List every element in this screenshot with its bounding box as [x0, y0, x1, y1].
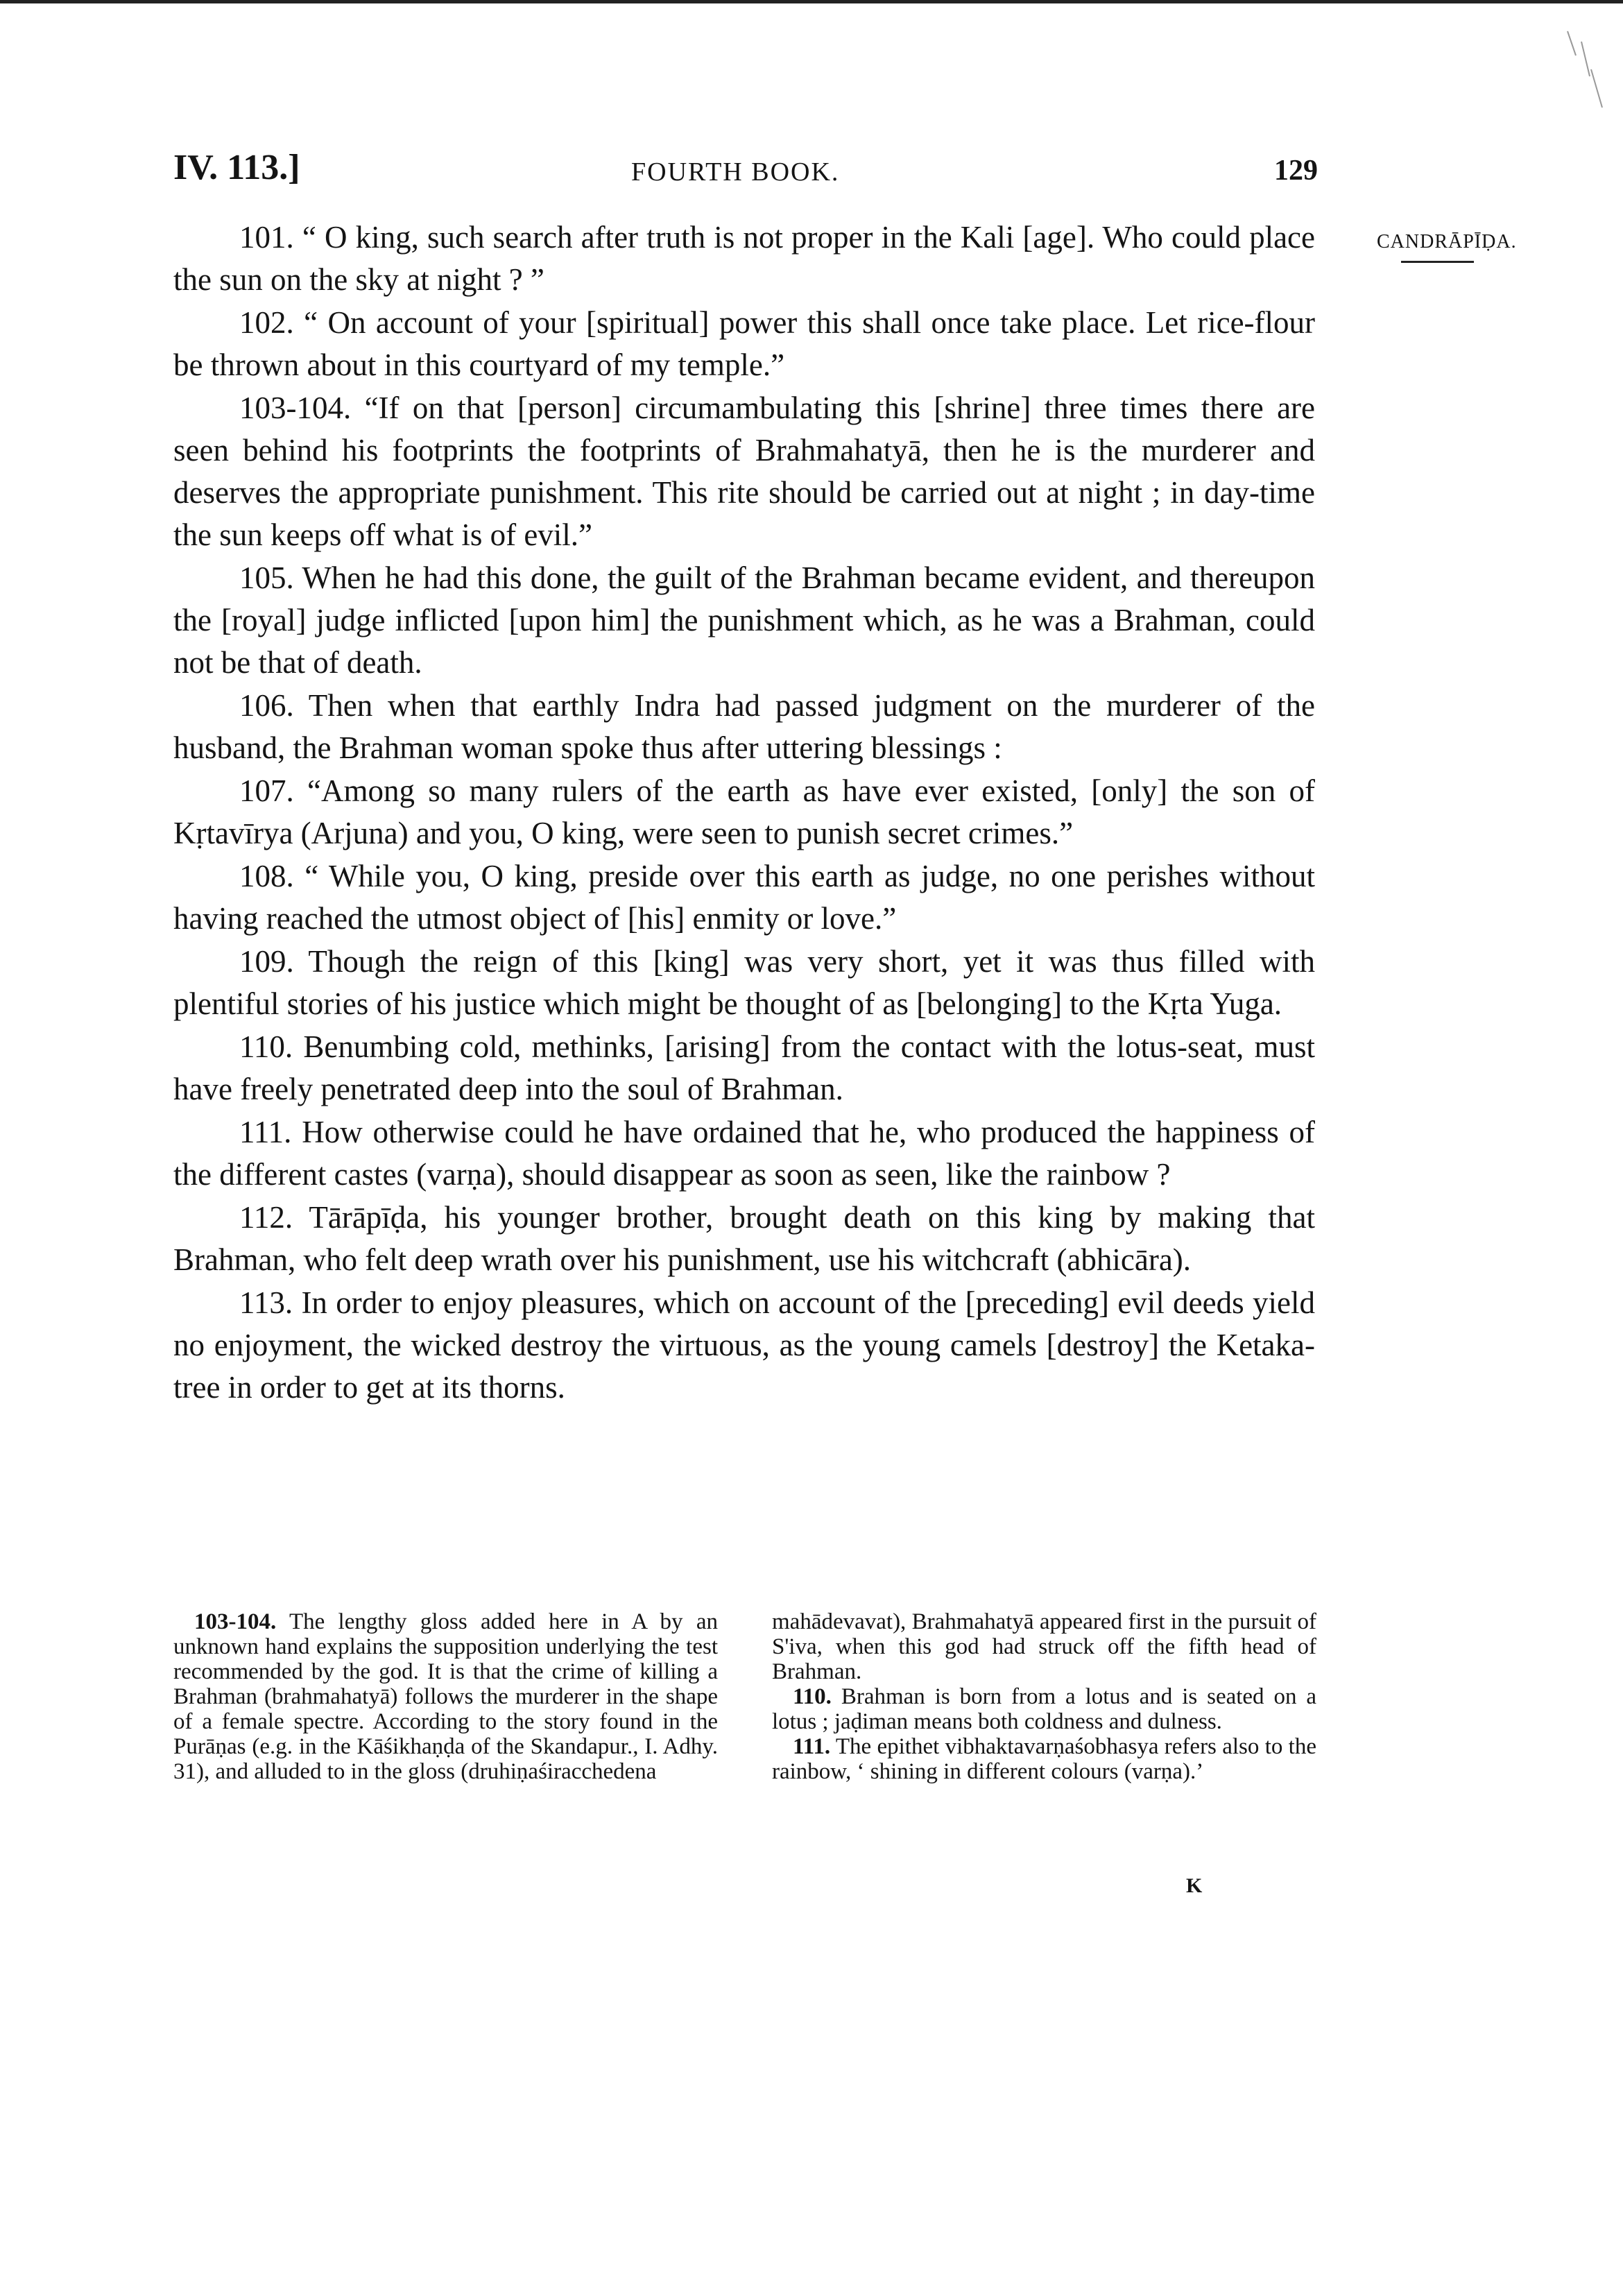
footnote-column-left: [173, 1609, 718, 1784]
verse-paragraph: 111. How otherwise could he have ordained that he, who produced the happiness of the different castes (varṇa), should disappear as soon as seen, like the rainbow ?: [173, 1115, 1315, 1192]
margin-scratch-mark: [1562, 28, 1604, 111]
footnote-column-right: [772, 1609, 1316, 1784]
verse-paragraph: 107. “Among so many rulers of the earth as have ever existed, [only] the son of Kṛtavīrya (Arjuna) and you, O king, were seen to punish secret crimes.”: [173, 773, 1315, 850]
verse-paragraph: 112. Tārāpīḍa, his younger brother, brought death on this king by making that Brahman, who felt deep wrath over his punishment, use his witchcraft (abhicāra).: [173, 1200, 1315, 1277]
footnote-text: mahādevavat), Brahmahatyā appeared first in the pursuit of S'iva, when this god had struck off the fifth head of Brahman.: [772, 1609, 1316, 1684]
footnote: [772, 1609, 1316, 1684]
footnote-ref: 110.: [793, 1684, 832, 1709]
footnote-ref: 103-104.: [194, 1609, 277, 1634]
verse-paragraph: 110. Benumbing cold, methinks, [arising] from the contact with the lotus-seat, must have freely penetrated deep into the soul of Brahman.: [173, 1029, 1315, 1106]
footnote: [772, 1684, 1316, 1734]
verse-paragraph: 108. “ While you, O king, preside over this earth as judge, no one perishes without having reached the utmost object of [his] enmity or love.”: [173, 859, 1315, 936]
footnote: [173, 1609, 718, 1784]
verse-paragraph: 113. In order to enjoy pleasures, which on account of the [preceding] evil deeds yield no enjoyment, the wicked destroy the virtuous, as the young camels [destroy] the Ketaka-tree in order to get at its thorns.: [173, 1285, 1315, 1405]
verse-paragraph: 103-104. “If on that [person] circumambulating this [shrine] three times there are seen behind his footprints the footprints of Brahmahatyā, then he is the murderer and deserves the appropriate punishment. This rite should be carried out at night ; in day-time the sun keeps off what is of evil.”: [173, 391, 1315, 552]
verse-paragraph: 102. “ On account of your [spiritual] power this shall once take place. Let rice-flour be thrown about in this courtyard of my temple.”: [173, 305, 1315, 382]
page-header: [173, 147, 1318, 203]
verse-paragraph: 109. Though the reign of this [king] was very short, yet it was thus filled with plentiful stories of his justice which might be thought of as [belonging] to the Kṛta Yuga.: [173, 944, 1315, 1021]
main-text: [173, 216, 1315, 1410]
side-note-rule: [1401, 261, 1474, 263]
footnote-text: Brahman is born from a lotus and is seated on a lotus ; jaḍiman means both coldness and dulness.: [772, 1684, 1316, 1734]
footnotes: [173, 1609, 1316, 1784]
verse-paragraph: 101. “ O king, such search after truth is not proper in the Kali [age]. Who could place the sun on the sky at night ? ”: [173, 220, 1315, 297]
verse-paragraph: 106. Then when that earthly Indra had passed judgment on the murderer of the husband, the Brahman woman spoke thus after uttering blessings :: [173, 688, 1315, 765]
page-number: 129: [1274, 155, 1318, 187]
running-title: FOURTH BOOK.: [631, 157, 840, 187]
footnote-text: The epithet vibhaktavarṇaśobhasya refers also to the rainbow, ‘ shining in different colours (varṇa).’: [772, 1734, 1317, 1784]
verse-paragraph: 105. When he had this done, the guilt of the Brahman became evident, and thereupon the [royal] judge inflicted [upon him] the punishment which, as he was a Brahman, could not be that of death.: [173, 560, 1315, 680]
footnote-text: The lengthy gloss added here in A by an unknown hand explains the supposition underlying the test recommended by the god. It is that the crime of killing a Brahman (brahmahatyā) follows the murderer in the shape of a female spectre. According to the story found in the Purāṇas (e.g. in the Kāśikhaṇḍa of the Skandapur., I. Adhy. 31), and alluded to in the gloss (druhiṇaśiracchedena: [173, 1609, 718, 1784]
footnote: [772, 1734, 1316, 1784]
section-reference: IV. 113.]: [173, 148, 300, 187]
margin-side-note: CANDRĀPĪḌA.: [1377, 231, 1517, 252]
top-border-line: [0, 0, 1623, 3]
signature-mark: K: [1186, 1874, 1203, 1897]
footnote-ref: 111.: [793, 1734, 831, 1759]
